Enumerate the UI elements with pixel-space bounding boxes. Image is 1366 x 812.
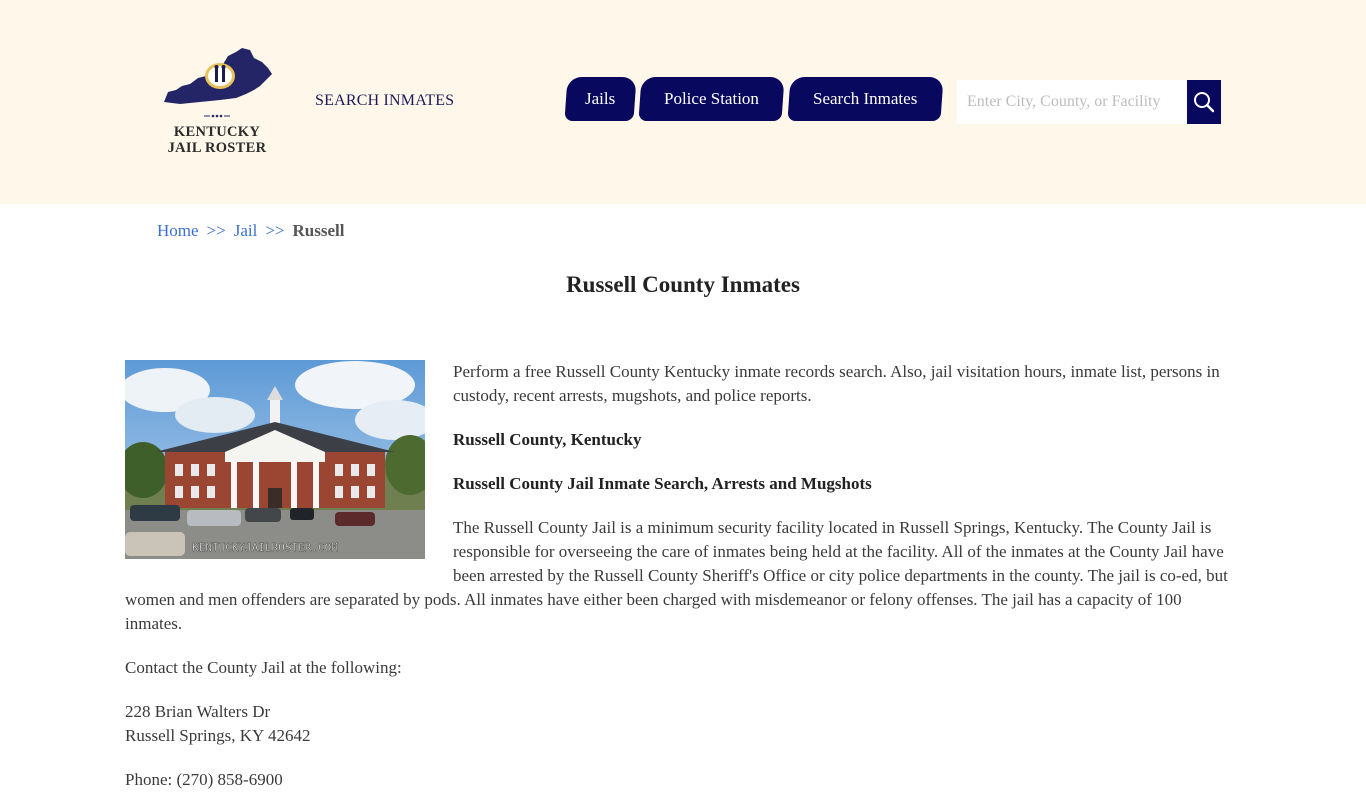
- main-content: [125, 360, 1241, 812]
- logo-line1: KENTUCKY: [173, 124, 261, 140]
- breadcrumb: [157, 221, 345, 241]
- contact-intro: Contact the County Jail at the following:: [125, 658, 402, 677]
- photo-watermark: KENTUCKYJAILROSTER.COM: [192, 541, 338, 554]
- kentucky-state-logo-icon: [160, 46, 274, 122]
- logo-line2: JAIL ROSTER: [167, 140, 267, 156]
- search-inmates-link[interactable]: SEARCH INMATES: [315, 92, 455, 109]
- breadcrumb-jail-link[interactable]: Jail: [233, 221, 258, 240]
- nav-jails-button[interactable]: [564, 77, 636, 121]
- search-submit-button[interactable]: [1187, 80, 1221, 124]
- jail-description: The Russell County Jail is a minimum security facility located in Russell Springs, Kentucky. The County Jail is responsible for overseeing the care of inmates being held at the facility. All of the inmates at the County Jail have been arrested by the Russell County Sheriff's Office or city police departments in the county. The jail is co-ed, but women and men offenders are separated by pods. All inmates have either been charged with misdemeanor or felony offenses. The jail has a capacity of 100 inmates.: [125, 518, 1228, 633]
- nav-search-inmates-button[interactable]: [787, 77, 943, 121]
- address-line1: 228 Brian Walters Dr: [125, 702, 271, 721]
- site-header: [0, 0, 1366, 204]
- jail-phone: Phone: (270) 858-6900: [125, 770, 283, 789]
- nav-police-station-button[interactable]: [638, 77, 784, 121]
- nav-police-station-label: Police Station: [664, 89, 759, 108]
- logo-text: [160, 124, 274, 156]
- intro-paragraph: Perform a free Russell County Kentucky inmate records search. Also, jail visitation hours, inmate list, persons in custody, recent arrests, mugshots, and police reports.: [453, 362, 1220, 405]
- breadcrumb-separator: >>: [265, 221, 285, 240]
- breadcrumb-separator: >>: [206, 221, 226, 240]
- breadcrumb-current: Russell: [292, 221, 345, 240]
- address-line2: Russell Springs, KY 42642: [125, 726, 311, 745]
- courthouse-photo: [125, 360, 425, 559]
- jail-address: [125, 700, 1241, 748]
- jail-search-heading: Russell County Jail Inmate Search, Arrests and Mugshots: [453, 474, 872, 493]
- facility-search-input[interactable]: [957, 80, 1187, 124]
- page-title: Russell County Inmates: [566, 272, 800, 297]
- site-logo[interactable]: [160, 46, 274, 162]
- nav-jails-label: Jails: [585, 89, 616, 108]
- county-heading: Russell County, Kentucky: [453, 430, 642, 449]
- search-icon: [1193, 91, 1215, 113]
- breadcrumb-home-link[interactable]: Home: [157, 221, 199, 240]
- nav-search-inmates-label: Search Inmates: [813, 89, 918, 108]
